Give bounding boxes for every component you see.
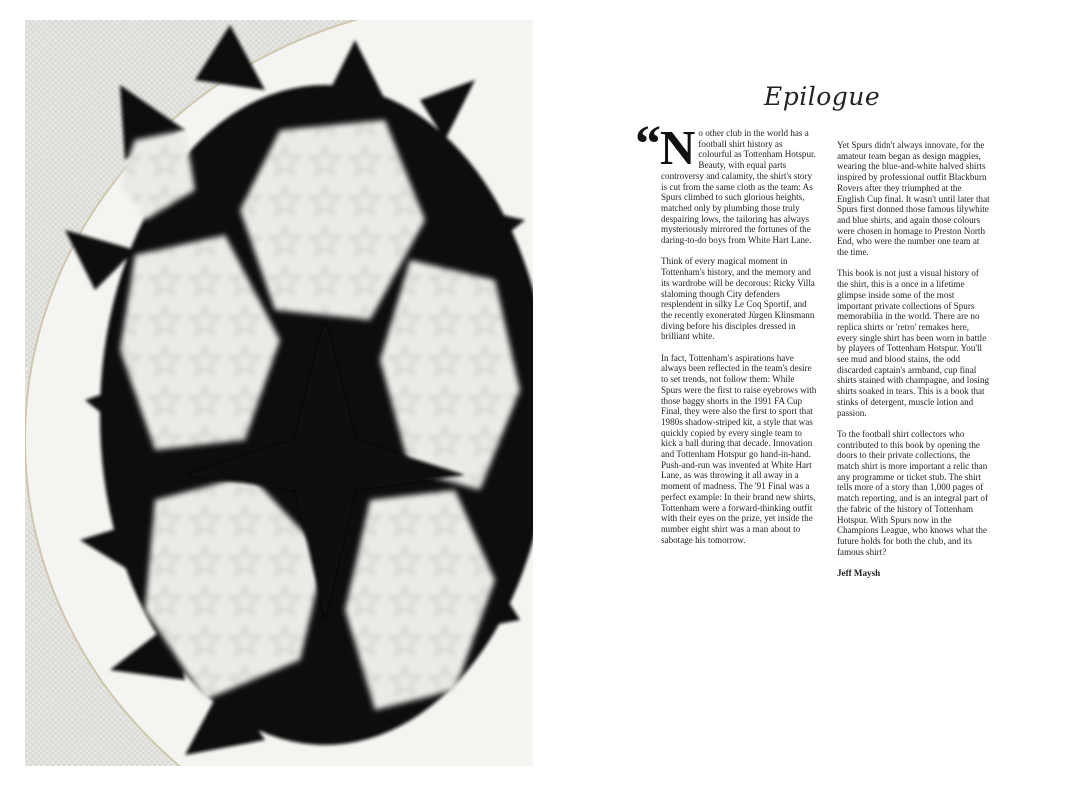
paragraph: This book is not just a visual history of the shirt, this is a once in a lifetime glimpse inside some of the most important private collections of Spurs memorabilia in the world. There are no replica shirts or 'retro' remakes here, every single shirt has been worn in battle by players of Tottenham Hotspur. You'll see mud and blood stains, the odd discarded captain's armband, cup final shirts stained with champagne, and losing shirts soaked in tears. This is a book that stinks of detergent, muscle lotion and passion. — [837, 268, 990, 418]
opening-paragraph — [635, 116, 817, 246]
text-column-right — [837, 140, 991, 589]
paragraph: In fact, Tottenham's aspirations have always been reflected in the team's desire to set trends, not follow them: While Spurs were the first to raise eyebrows with those baggy shorts in the 1991 FA Cup Final, they were also the first to sport that 1980s shadow-striped kit, a style that was quickly copied by every single team to kick a ball during that decade. Innovation and Tottenham Hotspur go hand-in-hand. Push-and-run was invented at White Hart Lane, as was throwing it all away in a moment of madness. The '91 Final was a perfect example: In their brand new shirts, Tottenham were a forward-thinking outfit with their eyes on the prize, yet inside the number eight shirt was a man about to sabotage his tomorrow. — [661, 352, 817, 545]
paragraph: Yet Spurs didn't always innovate, for the amateur team began as design magpies, wearing the blue-and-white halved shirts inspired by professional outfit Blackburn Rovers after they triumphed at the English Cup final. It wasn't until later that Spurs first donned those famous lilywhite and blue shirts, and again those colours were chosen in homage to Preston North End, who were the number one team at the time. — [837, 140, 990, 258]
open-quote-mark: “ — [635, 116, 661, 173]
starball-badge-illustration — [25, 20, 533, 766]
author-signature: Jeff Maysh — [837, 568, 881, 579]
paragraph: To the football shirt collectors who contributed to this book by opening the doors to their private collections, the match shirt is more important a relic than any programme or ticket stub. The shirt tells more of a story than 1,000 pages of match reporting, and is an integral part of the fabric of the history of Tottenham Hotspur. With Spurs now in the Champions League, who knows what the future holds for both the club, and its famous shirt? — [837, 428, 989, 557]
text-column-left — [635, 116, 817, 556]
page-heading: Epilogue — [764, 82, 881, 111]
paragraph: o other club in the world has a football shirt history as colourful as Tottenham Hotspur. Beauty, with equal parts controversy and calamity, the shirt's story is cut from the same cloth as the team: As Spurs climbed to such glorious heights, matched only by plumbing those truly despairing lows, the tailoring has always mysteriously mirrored the fortunes of the daring-to-do boys from White Hart Lane. — [661, 128, 816, 246]
paragraph: Think of every magical moment in Tottenham's history, and the memory and its wardrobe will be decorous: Ricky Villa slaloming though City defenders resplendent in silky Le Coq Sportif, and the recently exonerated Jürgen Klinsmann diving before his disciples dressed in brilliant white. — [661, 256, 815, 342]
drop-cap-letter: N — [660, 120, 696, 175]
starball-photo — [25, 20, 533, 766]
